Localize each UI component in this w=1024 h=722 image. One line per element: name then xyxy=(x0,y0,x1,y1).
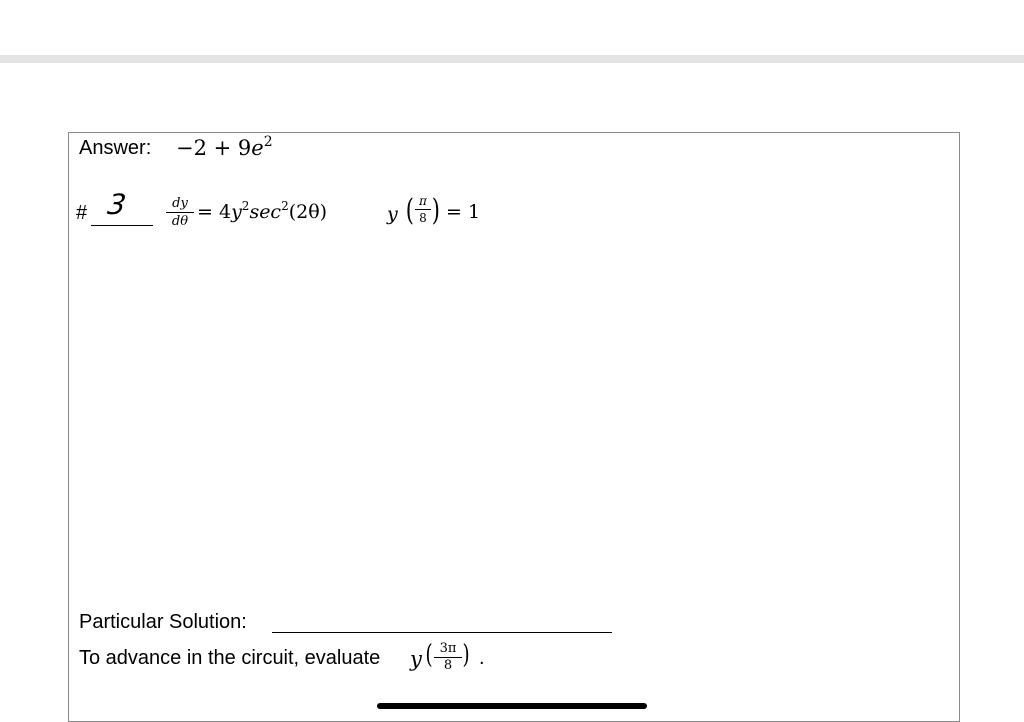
derivative-denominator: dθ xyxy=(171,214,189,229)
problem-number-line xyxy=(91,225,153,226)
advance-right-paren: ) xyxy=(462,640,470,670)
advance-period: . xyxy=(479,647,485,669)
advance-denominator: 8 xyxy=(443,658,453,673)
rhs-y: y xyxy=(231,201,242,223)
answer-exp: 2 xyxy=(263,134,273,150)
advance-y: y xyxy=(410,647,422,671)
ic-y: y xyxy=(387,203,398,225)
particular-solution-label: Particular Solution: xyxy=(79,611,247,633)
advance-instruction: To advance in the circuit, evaluate xyxy=(79,647,381,669)
rhs-arg: (2θ) xyxy=(288,201,328,223)
home-indicator[interactable] xyxy=(377,703,647,709)
derivative-fraction xyxy=(166,196,194,229)
ic-fraction xyxy=(415,194,431,225)
derivative-bar xyxy=(166,212,194,213)
rhs-sec: sec xyxy=(249,201,282,223)
answer-value xyxy=(176,136,273,160)
advance-numerator: 3π xyxy=(439,641,457,656)
problem-hash: # xyxy=(76,202,88,224)
problem-number: 3 xyxy=(105,188,129,221)
answer-var: e xyxy=(251,136,264,160)
rhs-y-exp: 2 xyxy=(241,199,250,213)
top-band xyxy=(0,55,1024,63)
ic-bar xyxy=(415,209,431,210)
equation-rhs xyxy=(197,201,327,223)
ic-numerator: π xyxy=(419,194,427,208)
rhs-prefix: = 4 xyxy=(197,201,232,223)
ic-rhs: = 1 xyxy=(446,201,481,223)
rhs-sec-exp: 2 xyxy=(281,199,289,213)
answer-label: Answer: xyxy=(79,137,152,159)
ic-denominator: 8 xyxy=(419,211,427,225)
derivative-numerator: dy xyxy=(172,196,188,211)
advance-left-paren: ( xyxy=(425,640,433,670)
particular-solution-blank xyxy=(272,632,612,633)
answer-base: −2 + 9 xyxy=(176,136,252,160)
ic-left-paren: ( xyxy=(405,193,414,228)
ic-right-paren: ) xyxy=(431,193,440,228)
advance-fraction xyxy=(434,642,462,673)
